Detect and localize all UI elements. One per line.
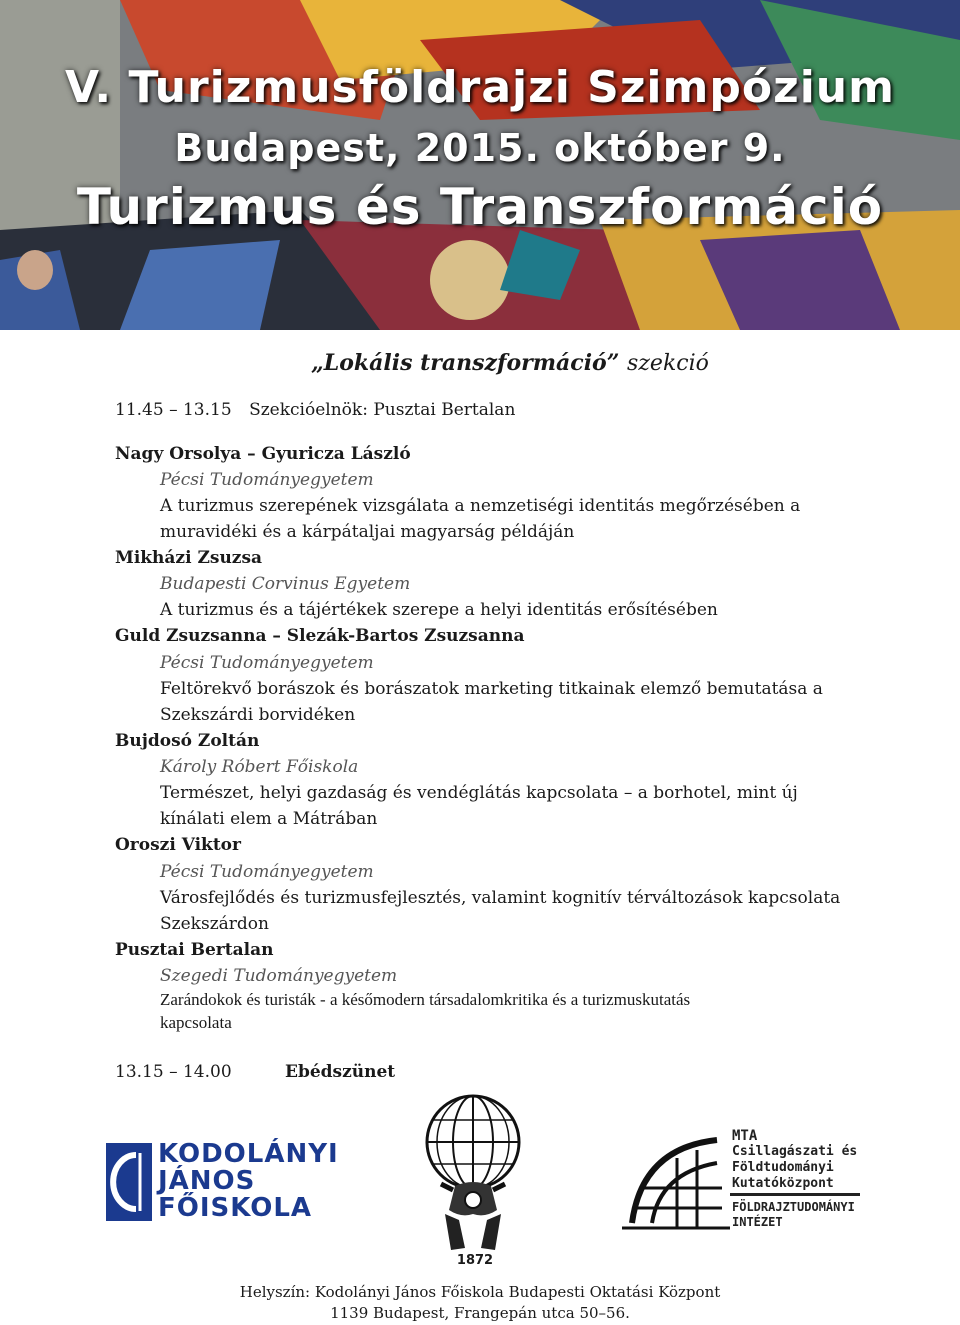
talk-5-title-line1: Városfejlődés és turizmusfejlesztés, valamint kognitív térváltozások kapcsolata — [160, 888, 841, 908]
talk-3-title-line2: Szekszárdi borvidéken — [160, 705, 356, 725]
banner-title-line3: Turizmus és Transzformáció — [76, 178, 884, 236]
talk-5-authors: Oroszi Viktor — [115, 835, 241, 855]
mta-institute-line1: FÖLDRAJZTUDOMÁNYI — [732, 1200, 855, 1214]
session-time: 11.45 – 13.15 — [115, 400, 232, 420]
talk-6-authors: Pusztai Bertalan — [115, 940, 274, 960]
chair-label: Szekcióelnök: — [249, 400, 368, 420]
mta-line1: MTA — [732, 1128, 758, 1144]
chair-name: Pusztai Bertalan — [373, 400, 516, 420]
break-label: Ebédszünet — [285, 1062, 396, 1082]
talk-1-institution: Pécsi Tudományegyetem — [160, 470, 374, 490]
talk-4-authors: Bujdosó Zoltán — [115, 731, 260, 751]
mta-line2: Csillagászati és — [732, 1144, 858, 1159]
section-title-name: „Lokális transzformáció” — [311, 350, 620, 376]
talk-6-title-line2: kapcsolata — [160, 1013, 232, 1032]
mta-institute-line2: INTÉZET — [732, 1215, 783, 1229]
break-time: 13.15 – 14.00 — [115, 1062, 232, 1082]
section-title-suffix: szekció — [627, 351, 709, 376]
mta-line3: Földtudományi — [732, 1160, 834, 1175]
talk-4-title-line1: Természet, helyi gazdaság és vendéglátás kapcsolata – a borhotel, mint új — [160, 783, 798, 803]
talk-3-institution: Pécsi Tudományegyetem — [160, 653, 374, 673]
talk-5-title-line2: Szekszárdon — [160, 914, 269, 934]
banner-title-line2: Budapest, 2015. október 9. — [174, 126, 786, 170]
talk-2-title-line1: A turizmus és a tájértékek szerepe a helyi identitás erősítésében — [160, 600, 718, 620]
talk-6-institution: Szegedi Tudományegyetem — [160, 966, 398, 986]
talk-1-title-line1: A turizmus szerepének vizsgálata a nemzetiségi identitás megőrzésében a — [160, 496, 801, 516]
atlas-globe-logo-icon — [415, 1090, 535, 1270]
mta-logo — [622, 1128, 872, 1233]
kodolanyi-word2: JÁNOS — [158, 1166, 256, 1196]
talk-4-title-line2: kínálati elem a Mátrában — [160, 809, 378, 829]
address-line: 1139 Budapest, Frangepán utca 50–56. — [330, 1304, 630, 1322]
mta-globe-icon — [622, 1128, 732, 1238]
kodolanyi-word3: FŐISKOLA — [158, 1193, 313, 1223]
talk-3-authors: Guld Zsuzsanna – Slezák-Bartos Zsuzsanna — [115, 626, 525, 646]
header-banner — [0, 0, 960, 330]
mta-line4: Kutatóközpont — [732, 1176, 834, 1191]
mta-divider — [730, 1193, 860, 1196]
kodolanyi-emblem — [106, 1143, 152, 1221]
talk-6-title-line1: Zarándokok és turisták - a későmodern társadalomkritika és a turizmuskutatás — [160, 990, 691, 1009]
talk-1-authors: Nagy Orsolya – Gyuricza László — [115, 444, 411, 464]
session-time-row — [115, 399, 515, 421]
venue-line: Helyszín: Kodolányi János Főiskola Budapesti Oktatási Központ — [239, 1283, 721, 1301]
talk-5-institution: Pécsi Tudományegyetem — [160, 862, 374, 882]
talk-3-title-line1: Feltörekvő borászok és borászatok marketing titkainak elemző bemutatása a — [160, 679, 823, 699]
kodolanyi-word1: KODOLÁNYI — [158, 1139, 339, 1169]
atlas-year: 1872 — [456, 1253, 494, 1268]
talk-1-title-line2: muravidéki és a kárpátaljai magyarság példáján — [160, 522, 575, 542]
kodolanyi-logo — [106, 1139, 339, 1223]
talk-2-authors: Mikházi Zsuzsa — [115, 548, 263, 568]
kodolanyi-emblem-icon — [106, 1143, 152, 1221]
talk-4-institution: Károly Róbert Főiskola — [160, 757, 359, 777]
banner-title-line1: V. Turizmusföldrajzi Szimpózium — [65, 62, 895, 113]
talk-2-institution: Budapesti Corvinus Egyetem — [160, 574, 411, 594]
section-title — [0, 352, 960, 375]
